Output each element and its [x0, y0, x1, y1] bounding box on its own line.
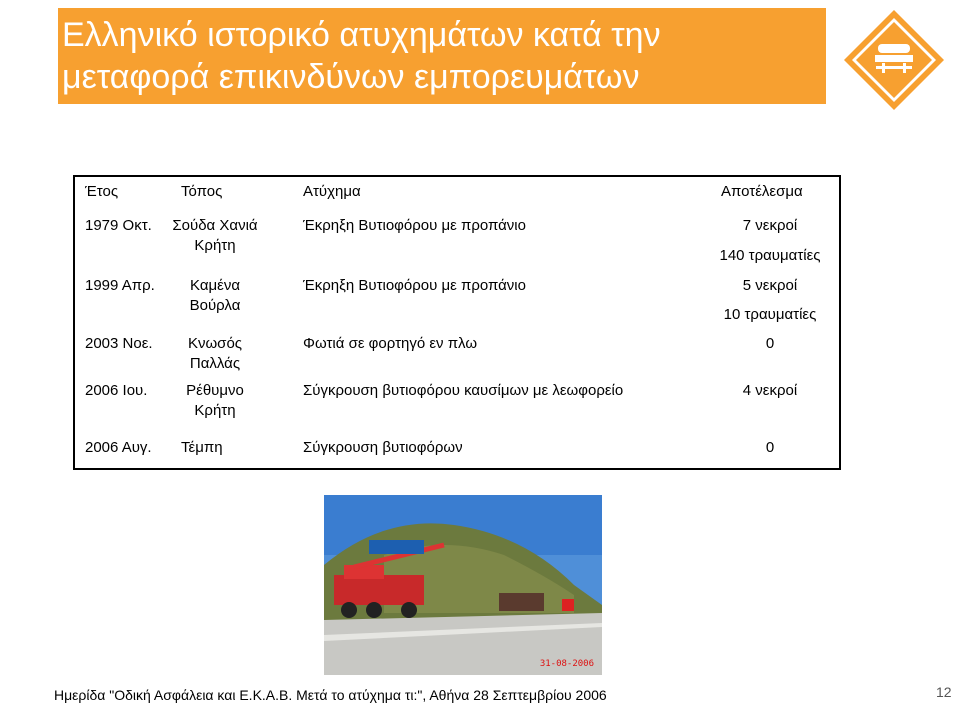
slide-title: [62, 14, 822, 98]
row5-accident: Σύγκρουση βυτιοφόρων: [303, 439, 463, 456]
row3-place-line2: Παλλάς: [189, 355, 241, 372]
row1-accident: Έκρηξη Βυτιοφόρου με προπάνιο: [303, 217, 526, 234]
row5-place: Τέμπη: [181, 439, 223, 456]
row3-result: 0: [765, 335, 775, 352]
accident-scene-illustration: [324, 495, 602, 675]
accident-scene-photo: [324, 495, 602, 675]
page-number: 12: [936, 684, 952, 700]
row4-year: 2006 Ιου.: [85, 382, 148, 399]
row4-place-line1: Ρέθυμνο: [186, 382, 244, 399]
row2-result-injuries: 10 τραυματίες: [723, 306, 817, 323]
header-year: Έτος: [85, 183, 119, 200]
row2-result-deaths: 5 νεκροί: [742, 277, 798, 294]
row2-place-line1: Καμένα: [190, 277, 240, 294]
row1-place: [160, 216, 270, 256]
row4-place: [160, 381, 270, 421]
row4-accident: Σύγκρουση βυτιοφόρου καυσίμων με λεωφορείο: [303, 382, 624, 399]
row2-year: 1999 Απρ.: [85, 277, 155, 294]
row3-year: 2003 Νοε.: [85, 335, 153, 352]
header-accident: Ατύχημα: [303, 183, 361, 200]
row1-year: 1979 Οκτ.: [85, 217, 152, 234]
row4-place-line2: Κρήτη: [194, 402, 236, 419]
row1-place-line1: Σούδα Χανιά: [172, 217, 258, 234]
photo-date-stamp: 31-08-2006: [539, 659, 594, 669]
row1-result-injuries: 140 τραυματίες: [719, 247, 821, 264]
slide-title-line-2: μεταφορά επικινδύνων εμπορευμάτων: [62, 58, 640, 96]
row3-place: [160, 334, 270, 374]
row2-place-line2: Βούρλα: [189, 297, 241, 314]
row2-place: [160, 276, 270, 316]
row4-result: 4 νεκροί: [742, 382, 798, 399]
row5-result: 0: [765, 439, 775, 456]
header-result: Αποτέλεσμα: [721, 183, 803, 200]
row3-place-line1: Κνωσός: [187, 335, 243, 352]
dangerous-goods-vessel-sign-icon: [842, 8, 946, 112]
row1-result-deaths: 7 νεκροί: [742, 217, 798, 234]
row3-accident: Φωτιά σε φορτηγό εν πλω: [303, 335, 478, 352]
header-place: Τόπος: [181, 183, 223, 200]
slide-title-line-1: Ελληνικό ιστορικό ατυχημάτων κατά την: [62, 16, 661, 54]
row1-place-line2: Κρήτη: [194, 237, 236, 254]
footer-caption: Ημερίδα "Οδική Ασφάλεια και Ε.Κ.Α.Β. Μετά το ατύχημα τι:", Αθήνα 28 Σεπτεμβρίου 2006: [54, 687, 607, 703]
row2-accident: Έκρηξη Βυτιοφόρου με προπάνιο: [303, 277, 526, 294]
row5-year: 2006 Αυγ.: [85, 439, 152, 456]
